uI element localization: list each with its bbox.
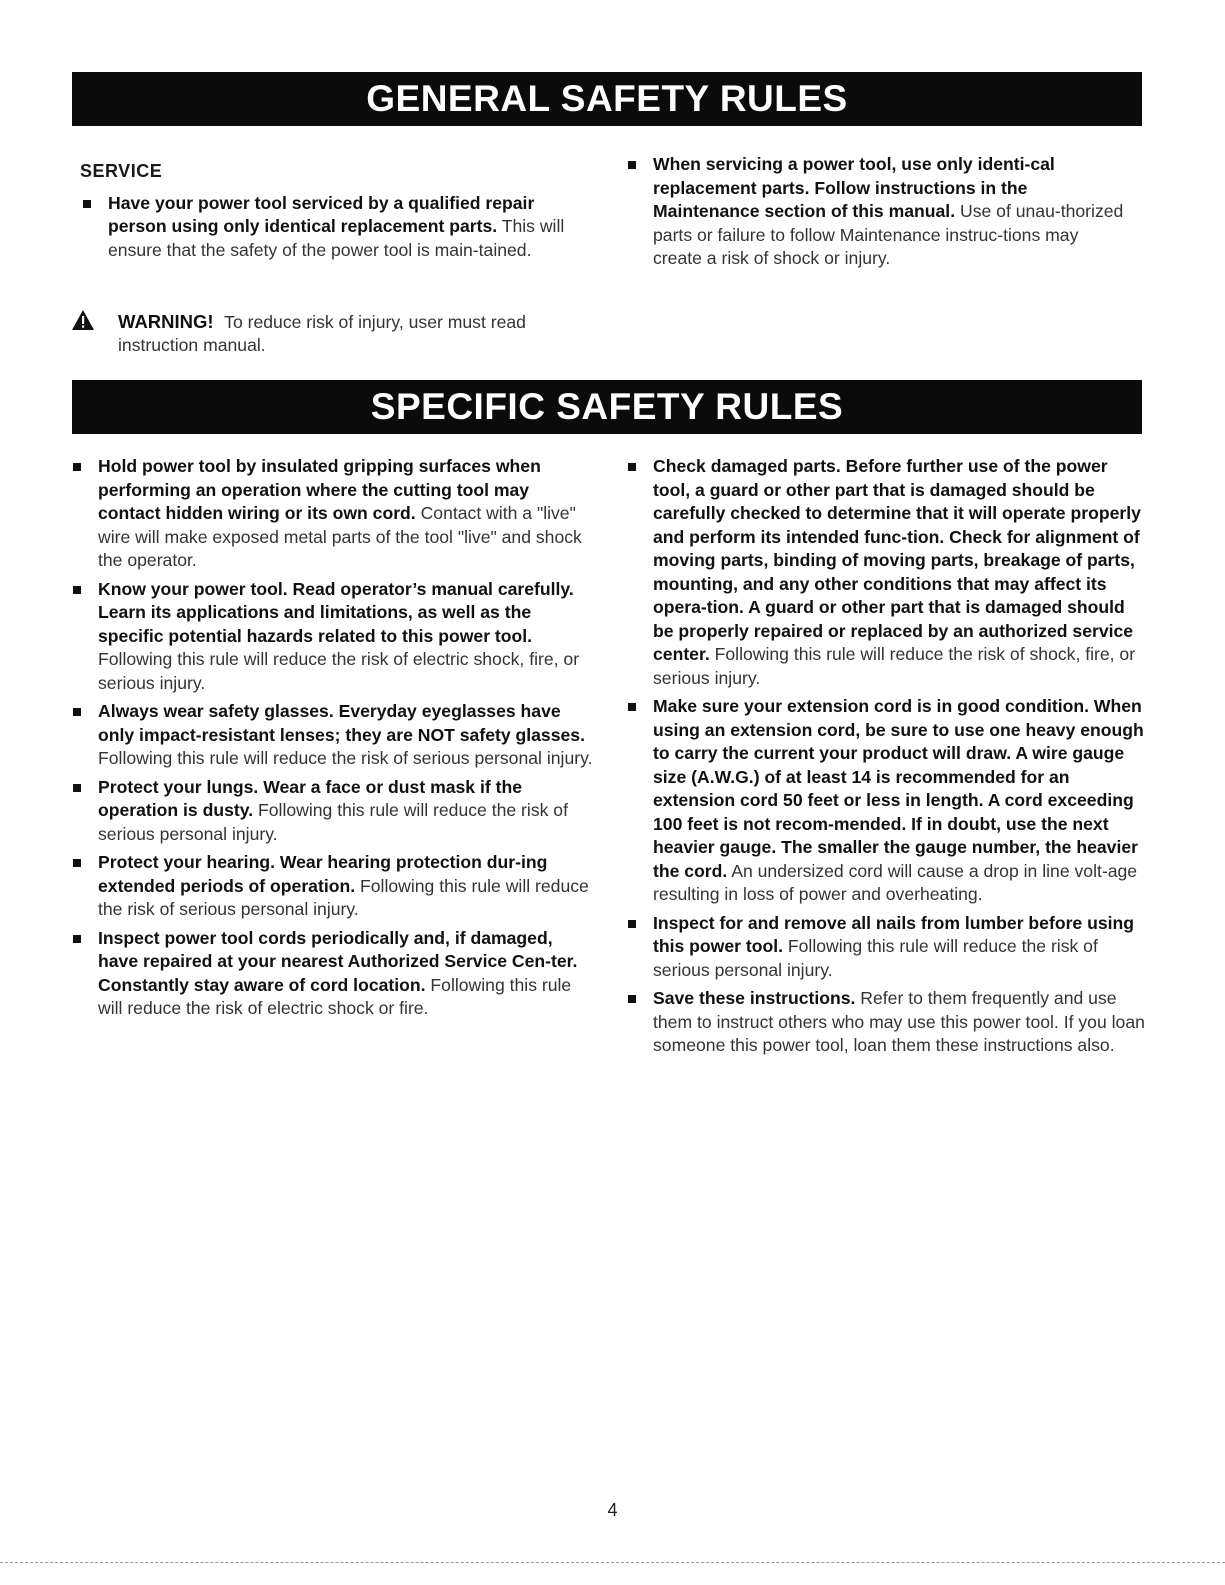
rule-body: Following this rule will reduce the risk of electric shock, fire, or serious injury. [98,649,580,693]
rule-body: Following this rule will reduce the risk of electric shock or fire. [98,974,572,1018]
rule-body: Following this rule will reduce the risk of serious personal injury. [98,875,589,919]
square-bullet-icon [73,859,81,867]
service-section [80,160,590,267]
page-number: 4 [607,1500,618,1520]
warning-triangle-icon [72,310,94,330]
service-rule-list [80,192,590,263]
general-safety-rules-banner: GENERAL SAFETY RULES [72,72,1142,126]
square-bullet-icon [628,703,636,711]
rule-lead: Inspect for and remove all nails from lumber before using this power tool. [653,912,1135,956]
square-bullet-icon [73,463,81,471]
square-bullet-icon [628,463,636,471]
rule-item [625,912,1145,983]
rule-lead: Check damaged parts. Before further use of the power tool, a guard or other part that is damaged should be carefully checked to determine that it will operate properly and perform its intended func-tion. Check for alignment of moving parts, binding of moving parts, breakage of parts, mounting, and any other conditions that may affect its opera-tion. A guard or other part that is damaged should be properly repaired or replaced by an authorized service center. [653,456,1141,664]
service-heading: SERVICE [80,161,163,181]
rule-item [625,455,1145,690]
specific-safety-rules-banner: SPECIFIC SAFETY RULES [72,380,1142,434]
warning-body: To reduce risk of injury, user must read instruction manual. [118,312,526,355]
rule-item [625,987,1145,1058]
rule-lead: Inspect power tool cords periodically and, if damaged, have repaired at your nearest Authorized Service Cen-ter. Constantly stay aware of cord location. [98,927,578,995]
square-bullet-icon [73,935,81,943]
square-bullet-icon [73,784,81,792]
warning-notice [72,310,592,357]
rule-item [70,776,595,847]
rule-lead: Know your power tool. Read operator’s manual carefully. Learn its applications and limitations, as well as the specific potential hazards related to this power tool. [98,578,574,646]
rule-body: Following this rule will reduce the risk of shock, fire, or serious injury. [653,644,1136,688]
square-bullet-icon [83,200,91,208]
square-bullet-icon [628,920,636,928]
rule-body: Following this rule will reduce the risk of serious personal injury. [653,936,1098,980]
square-bullet-icon [73,708,81,716]
rule-item [625,695,1145,907]
rule-lead: Make sure your extension cord is in good condition. When using an extension cord, be sure to use one heavy enough to carry the current your product will draw. A wire gauge size (A.W.G.) of at least 14 is recommended for an extension cord 50 feet or less in length. A cord exceeding 100 feet is not recom-mended. If in doubt, use the next heavier gauge. The smaller the gauge number, the heavier the cord. [653,696,1144,881]
rule-item [80,192,590,263]
rule-body: Refer to them frequently and use them to instruct others who may use this power tool. If you loan someone this power tool, loan them these instructions also. [653,988,1145,1055]
rule-item [70,927,595,1021]
rule-lead: Hold power tool by insulated gripping surfaces when performing an operation where the cutting tool may contact hidden wiring or its own cord. [98,456,541,523]
specific-rules-left-column [70,455,595,1026]
square-bullet-icon [628,161,636,169]
page-bottom-divider [0,1562,1225,1563]
rule-body: Contact with a "live" wire will make exposed metal parts of the tool "live" and shock the operator. [98,503,582,570]
rule-lead: Always wear safety glasses. Everyday eyeglasses have only impact-resistant lenses; they are NOT safety glasses. [98,701,585,745]
rule-lead: Have your power tool serviced by a qualified repair person using only identical replacement parts. [108,192,535,236]
rule-lead: Protect your lungs. Wear a face or dust mask if the operation is dusty. [98,776,522,820]
rule-body: This will ensure that the safety of the power tool is main-tained. [108,216,565,260]
specific-right-rule-list [625,455,1145,1058]
warning-label: WARNING! [118,311,214,332]
rule-lead: Save these instructions. [653,988,856,1008]
rule-item [70,578,595,696]
service-right-section [625,153,1125,276]
square-bullet-icon [628,995,636,1003]
square-bullet-icon [73,586,81,594]
rule-body: Use of unau-thorized parts or failure to follow Maintenance instruc-tions may create a risk of shock or injury. [653,201,1124,268]
rule-body: Following this rule will reduce the risk of serious personal injury. [98,748,593,768]
specific-left-rule-list [70,455,595,1021]
rule-body: An undersized cord will cause a drop in line volt-age resulting in loss of power and overheating. [653,860,1138,904]
rule-lead: When servicing a power tool, use only identi-cal replacement parts. Follow instructions in the Maintenance section of this manual. [653,154,1055,221]
rule-item [70,851,595,922]
rule-item [70,700,595,771]
rule-item [625,153,1125,271]
rule-lead: Protect your hearing. Wear hearing protection dur-ing extended periods of operation. [98,852,548,896]
specific-rules-right-column [625,455,1145,1063]
service-right-rule-list [625,153,1125,271]
rule-item [70,455,595,573]
rule-body: Following this rule will reduce the risk of serious personal injury. [98,800,568,844]
